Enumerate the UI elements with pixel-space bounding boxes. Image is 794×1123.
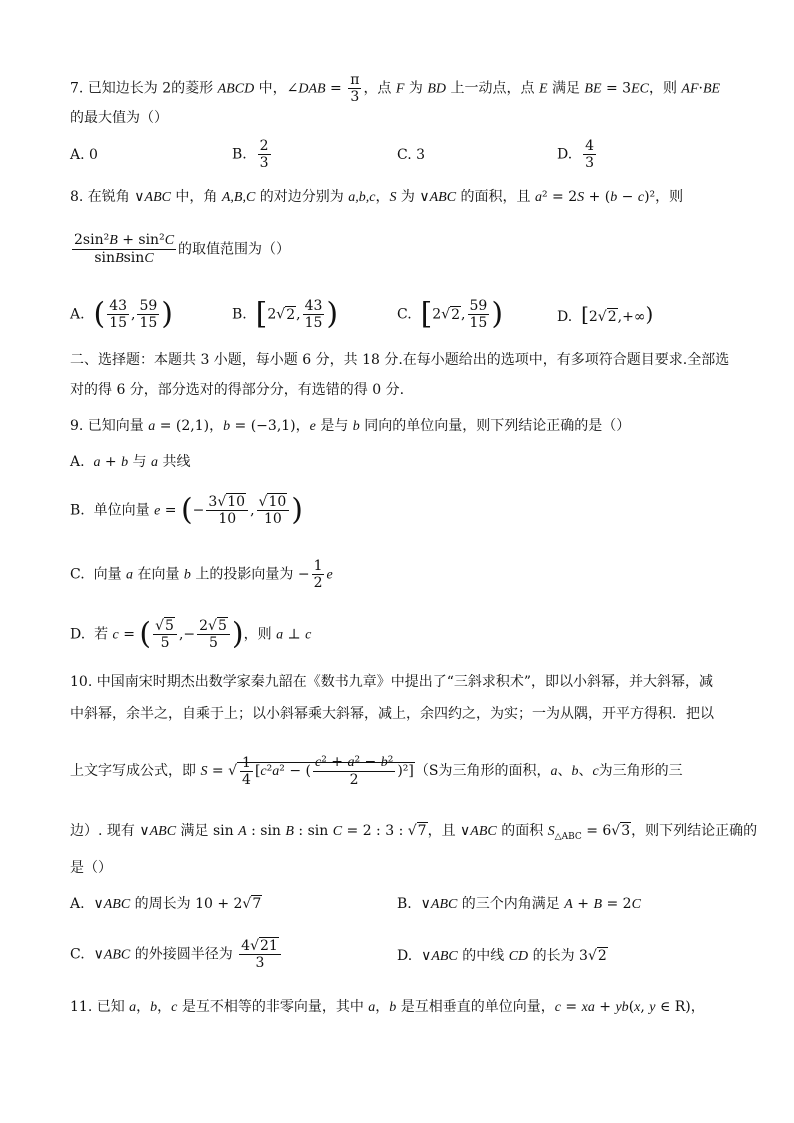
q10-option-a: A. ∨ABC 的周长为 10 + 2√7 — [70, 896, 262, 912]
section2-line2: 对的得 6 分，部分选对的得部分分，有选错的得 0 分. — [70, 382, 405, 398]
q10-line1: 10. 中国南宋时期杰出数学家秦九韶在《数书九章》中提出了“三斜求积术”，即以小斜幂，并大斜幂，减 — [70, 674, 714, 690]
q10-line2: 中斜幂，余半之，自乘于上；以小斜幂乘大斜幂，减上，余四约之，为实；一为从隅，开平方得积．把以 — [70, 706, 714, 722]
q8-option-c: C. [2√2, $\frac{59}{15}$ ) — [397, 296, 504, 332]
q10-line4: 边）. 现有 ∨ABC 满足 sin A : sin B : sin C = 2 : 3 : √7，且 ∨ABC 的面积 $S_{\triangle ABC} = 6√3$，则下列结论正确的 — [70, 823, 758, 842]
q8-line1: 8. 在锐角 ∨ABC 中，角 A,B,C 的对边分别为 a,b,c，S 为 ∨ABC 的面积，且 a² = 2S + (b − c)²，则 — [70, 189, 684, 205]
q10-option-d: D. ∨ABC 的中线 CD 的长为 3√2 — [397, 948, 607, 964]
q8-option-d: D. [2√2,+∞) — [557, 302, 654, 326]
q9-option-c: C. 向量 a 在向量 b 上的投影向量为 − $\frac{1}{2}$ e — [70, 558, 333, 591]
q8-option-b: B. [2√2, $\frac{43}{15}$ ) — [232, 296, 339, 332]
q10-line5: 是（） — [70, 860, 112, 876]
q9-stem: 9. 已知向量 a = (2,1)，b = (−3,1)，e 是与 b 同向的单位向量，则下列结论正确的是（） — [70, 418, 631, 434]
q7-option-a: A. 0 — [70, 147, 98, 163]
q8-line2: $\frac{\text{2sin²B + sin²C}}{\text{sinBsinC}}$ 的取值范围为（） — [74, 232, 291, 266]
q10-option-c: C. ∨ABC 的外接圆半径为 $\frac{4√21}{3}$ — [70, 938, 283, 971]
q9-option-b: B. 单位向量 e = (− $\frac{3√10}{10}$ , $\frac{√10}{10}$ ) — [70, 492, 303, 528]
q9-option-a: A. a + b 与 a 共线 — [70, 454, 191, 470]
section2-line1: 二、选择题：本题共 3 小题，每小题 6 分，共 18 分.在每小题给出的选项中，有多项符合题目要求.全部选 — [70, 352, 730, 368]
q9-option-d: D. 若 c = ( $\frac{√5}{5}$ ,− $\frac{2√5}{5}$ )，则 a ⊥ c — [70, 616, 312, 652]
q11-line1: 11. 已知 a，b，c 是互不相等的非零向量，其中 a，b 是互相垂直的单位向量，c = xa + yb(x, y ∈ R)， — [70, 999, 705, 1015]
q10-line3: 上文字写成公式，即 S = √ $\frac{1}{4}$ [c²a² − ( $\frac{\text{c² + a² − b²}}{2}$ )²]（S为三角形的面积，a、b、c为三角形的三 — [70, 754, 683, 788]
q7-option-c: C. 3 — [397, 147, 426, 163]
q7-option-b: B. $\frac{2}{3}$ — [232, 138, 269, 171]
q8-option-a: A. ( $\frac{43}{15}$ , $\frac{59}{15}$ ) — [70, 296, 174, 332]
q7-option-d: D. $\frac{4}{3}$ — [557, 138, 594, 171]
q10-option-b: B. ∨ABC 的三个内角满足 A + B = 2C — [397, 896, 641, 912]
q7-line2: 的最大值为（） — [70, 110, 168, 126]
q7-line1: 7. 已知边长为 2的菱形 ABCD 中，∠DAB = $\frac{\pi}{3}$ ，点 F 为 BD 上一动点，点 E 满足 BE = 3EC，则 AF·BE — [70, 72, 721, 105]
